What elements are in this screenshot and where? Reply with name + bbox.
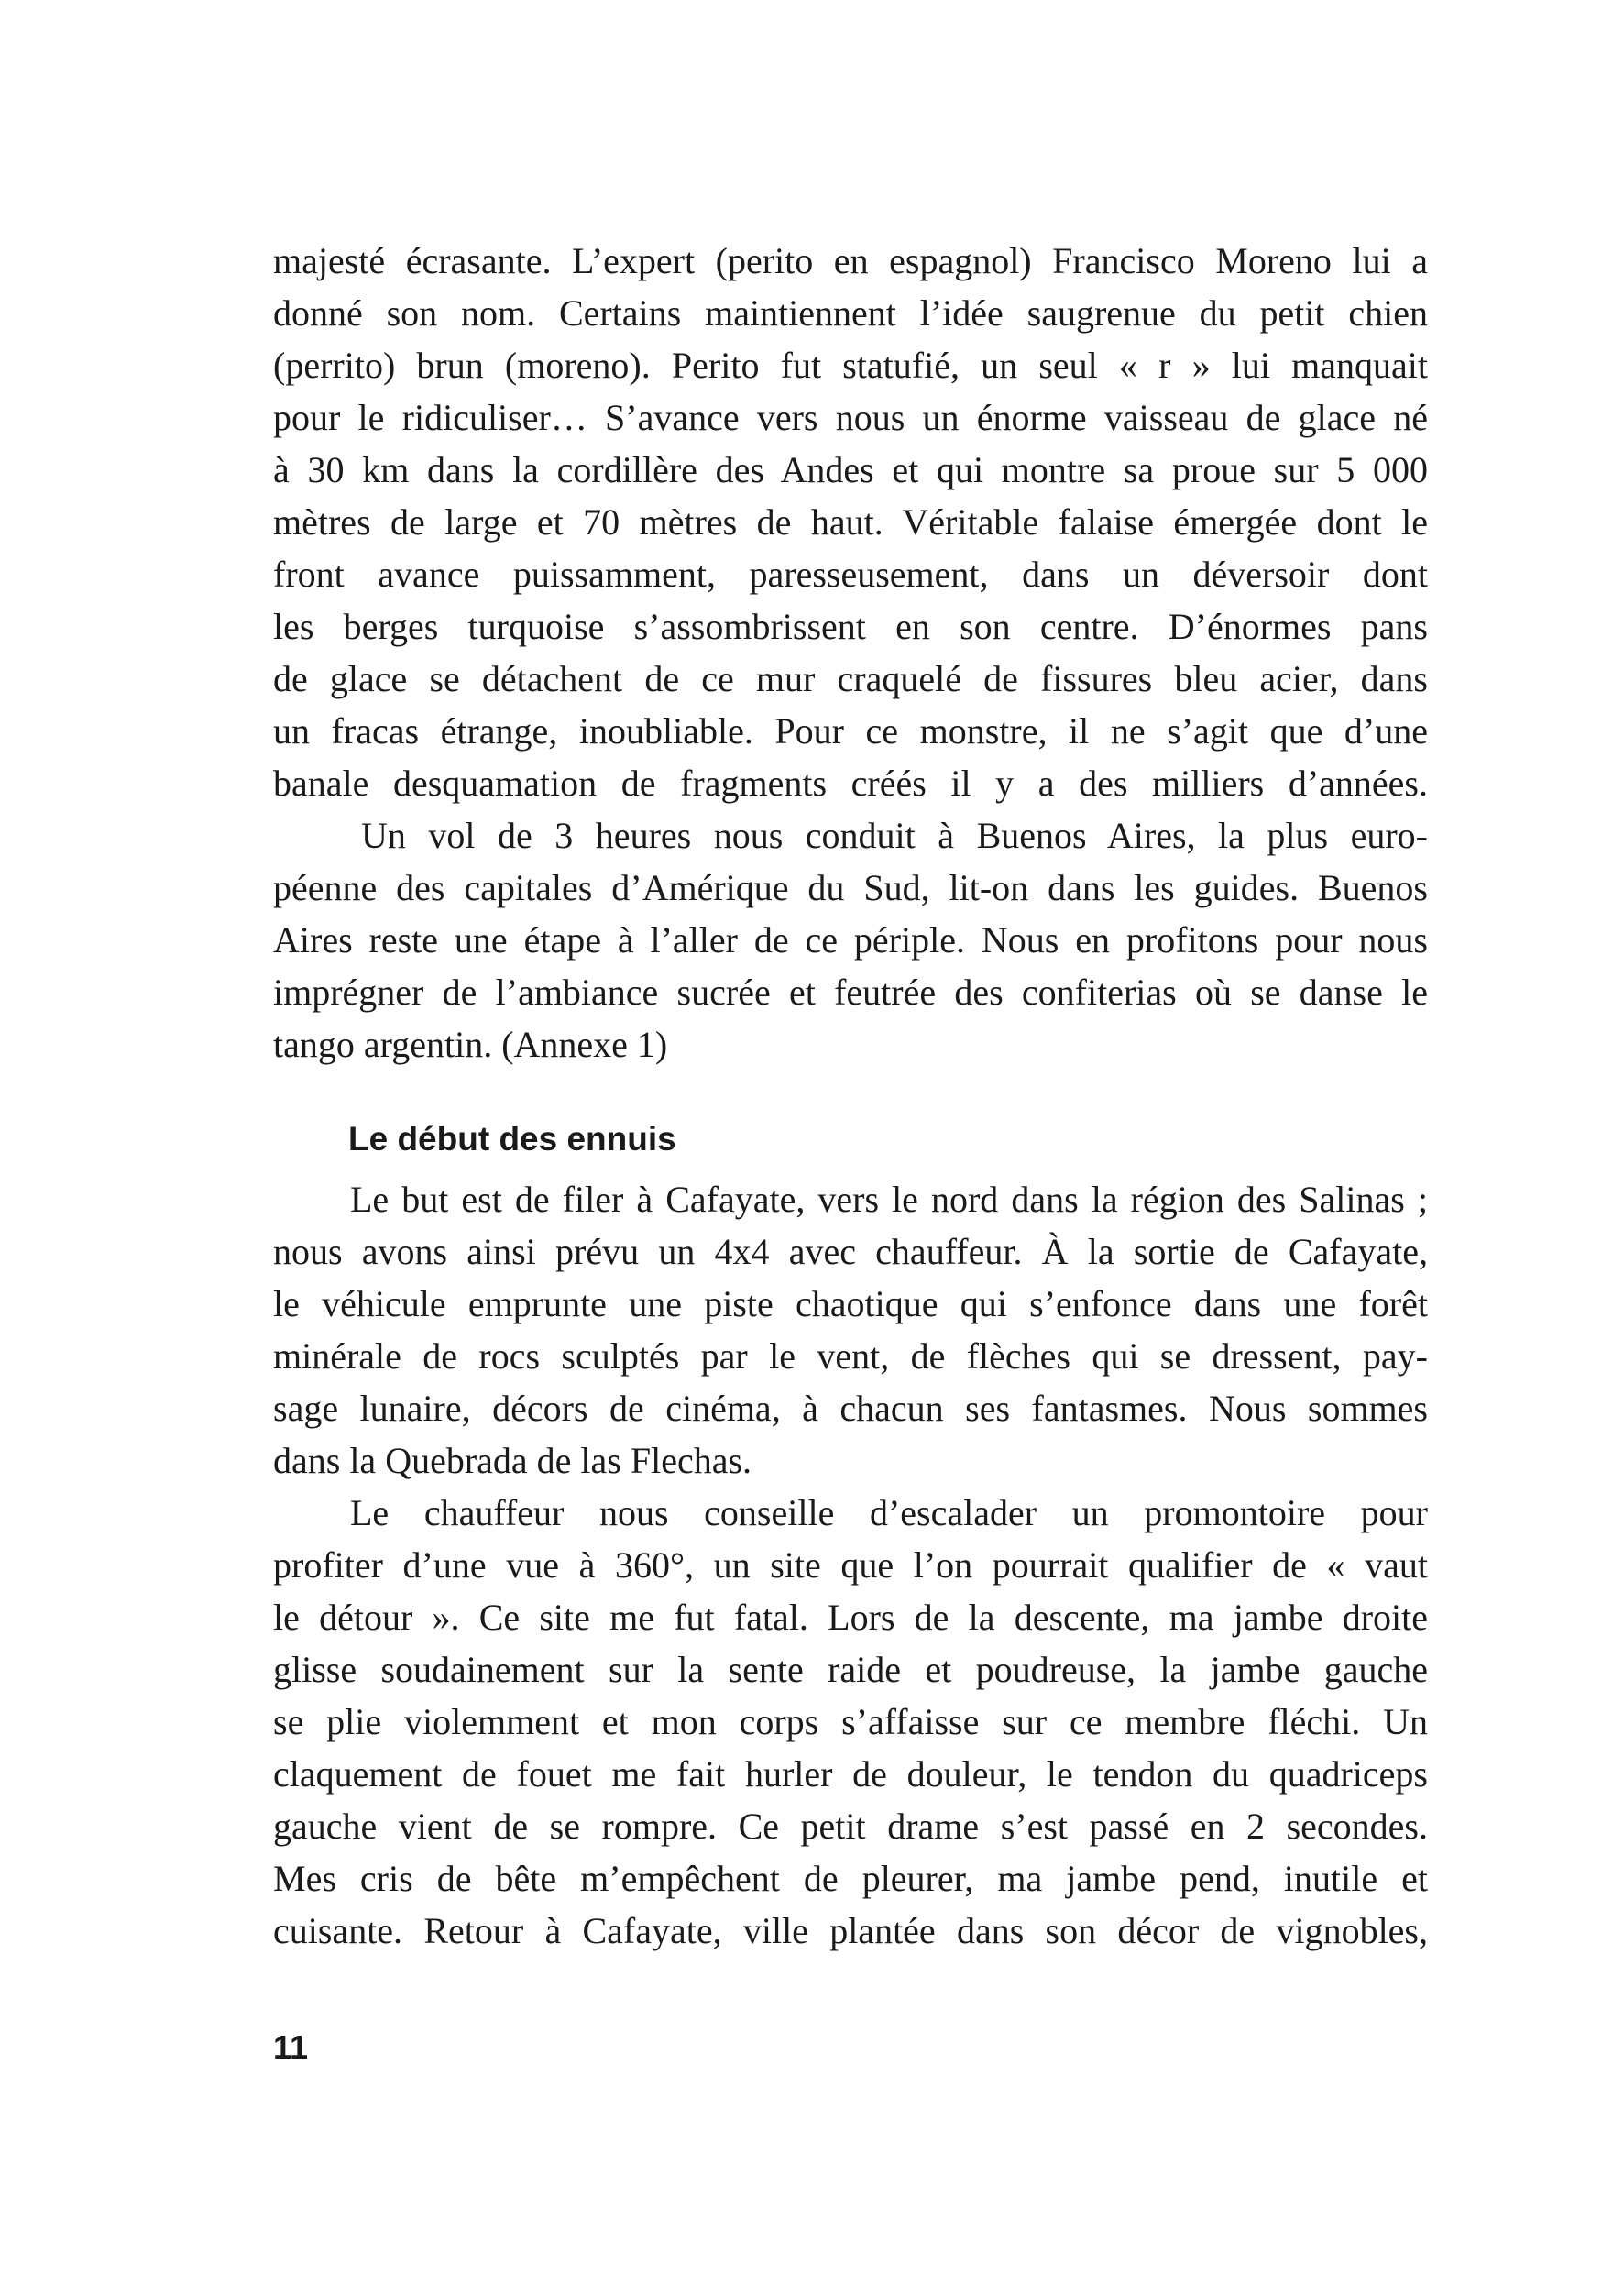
text-line: mètres de large et 70 mètres de haut. Véritable falaise émergée dont le: [273, 501, 1428, 543]
paragraph-2: [273, 809, 1428, 1071]
text-line: les berges turquoise s’assombrissent en son centre. D’énormes pans: [273, 606, 1428, 647]
text-line: le détour ». Ce site me fut fatal. Lors de la descente, ma jambe droite: [273, 1597, 1428, 1638]
text-line: donné son nom. Certains maintiennent l’idée saugrenue du petit chien: [273, 292, 1428, 334]
text-line: glisse soudainement sur la sente raide et poudreuse, la jambe gauche: [273, 1649, 1428, 1690]
page-number: 11: [273, 2028, 309, 2066]
paragraph-4: [273, 1487, 1428, 1957]
text-line: Un vol de 3 heures nous conduit à Buenos Aires, la plus euro-: [361, 815, 1428, 856]
text-line: sage lunaire, décors de cinéma, à chacun ses fantasmes. Nous sommes: [273, 1388, 1428, 1429]
section-heading: Le début des ennuis: [348, 1120, 676, 1158]
text-line: Le chauffeur nous conseille d’escalader un promontoire pour: [350, 1492, 1428, 1533]
text-line: claquement de fouet me fait hurler de douleur, le tendon du quadriceps: [273, 1753, 1428, 1795]
text-line: cuisante. Retour à Cafayate, ville plantée dans son décor de vignobles,: [273, 1910, 1428, 1951]
text-line: (perrito) brun (moreno). Perito fut statufié, un seul « r » lui manquait: [273, 345, 1428, 386]
text-line: Le but est de filer à Cafayate, vers le nord dans la région des Salinas ;: [350, 1179, 1428, 1220]
text-line: péenne des capitales d’Amérique du Sud, lit-on dans les guides. Buenos: [273, 867, 1428, 908]
text-line: le véhicule emprunte une piste chaotique qui s’enfonce dans une forêt: [273, 1283, 1428, 1324]
text-line: de glace se détachent de ce mur craquelé de fissures bleu acier, dans: [273, 658, 1428, 699]
text-line: majesté écrasante. L’expert (perito en espagnol) Francisco Moreno lui a: [273, 240, 1428, 281]
text-line: pour le ridiculiser… S’avance vers nous un énorme vaisseau de glace né: [273, 397, 1428, 438]
text-line: profiter d’une vue à 360°, un site que l’on pourrait qualifier de « vaut: [273, 1544, 1428, 1586]
text-line: à 30 km dans la cordillère des Andes et qui montre sa proue sur 5 000: [273, 449, 1428, 490]
text-line: banale desquamation de fragments créés il y a des milliers d’années.: [273, 763, 1428, 804]
text-line: dans la Quebrada de las Flechas.: [273, 1440, 752, 1481]
text-line: imprégner de l’ambiance sucrée et feutrée des confiterias où se danse le: [273, 972, 1428, 1013]
text-line: nous avons ainsi prévu un 4x4 avec chauffeur. À la sortie de Cafayate,: [273, 1231, 1428, 1272]
text-line: front avance puissamment, paresseusement, dans un déversoir dont: [273, 554, 1428, 595]
text-line: minérale de rocs sculptés par le vent, de flèches qui se dressent, pay-: [273, 1335, 1428, 1377]
text-line: se plie violemment et mon corps s’affaisse sur ce membre fléchi. Un: [273, 1701, 1428, 1742]
text-line: Mes cris de bête m’empêchent de pleurer, ma jambe pend, inutile et: [273, 1858, 1428, 1899]
paragraph-3: [273, 1173, 1428, 1487]
paragraph-1: [273, 235, 1428, 809]
text-line: un fracas étrange, inoubliable. Pour ce monstre, il ne s’agit que d’une: [273, 710, 1428, 752]
text-line: tango argentin. (Annexe 1): [273, 1024, 668, 1065]
text-line: Aires reste une étape à l’aller de ce périple. Nous en profitons pour nous: [273, 919, 1428, 961]
text-line: gauche vient de se rompre. Ce petit drame s’est passé en 2 secondes.: [273, 1806, 1428, 1847]
